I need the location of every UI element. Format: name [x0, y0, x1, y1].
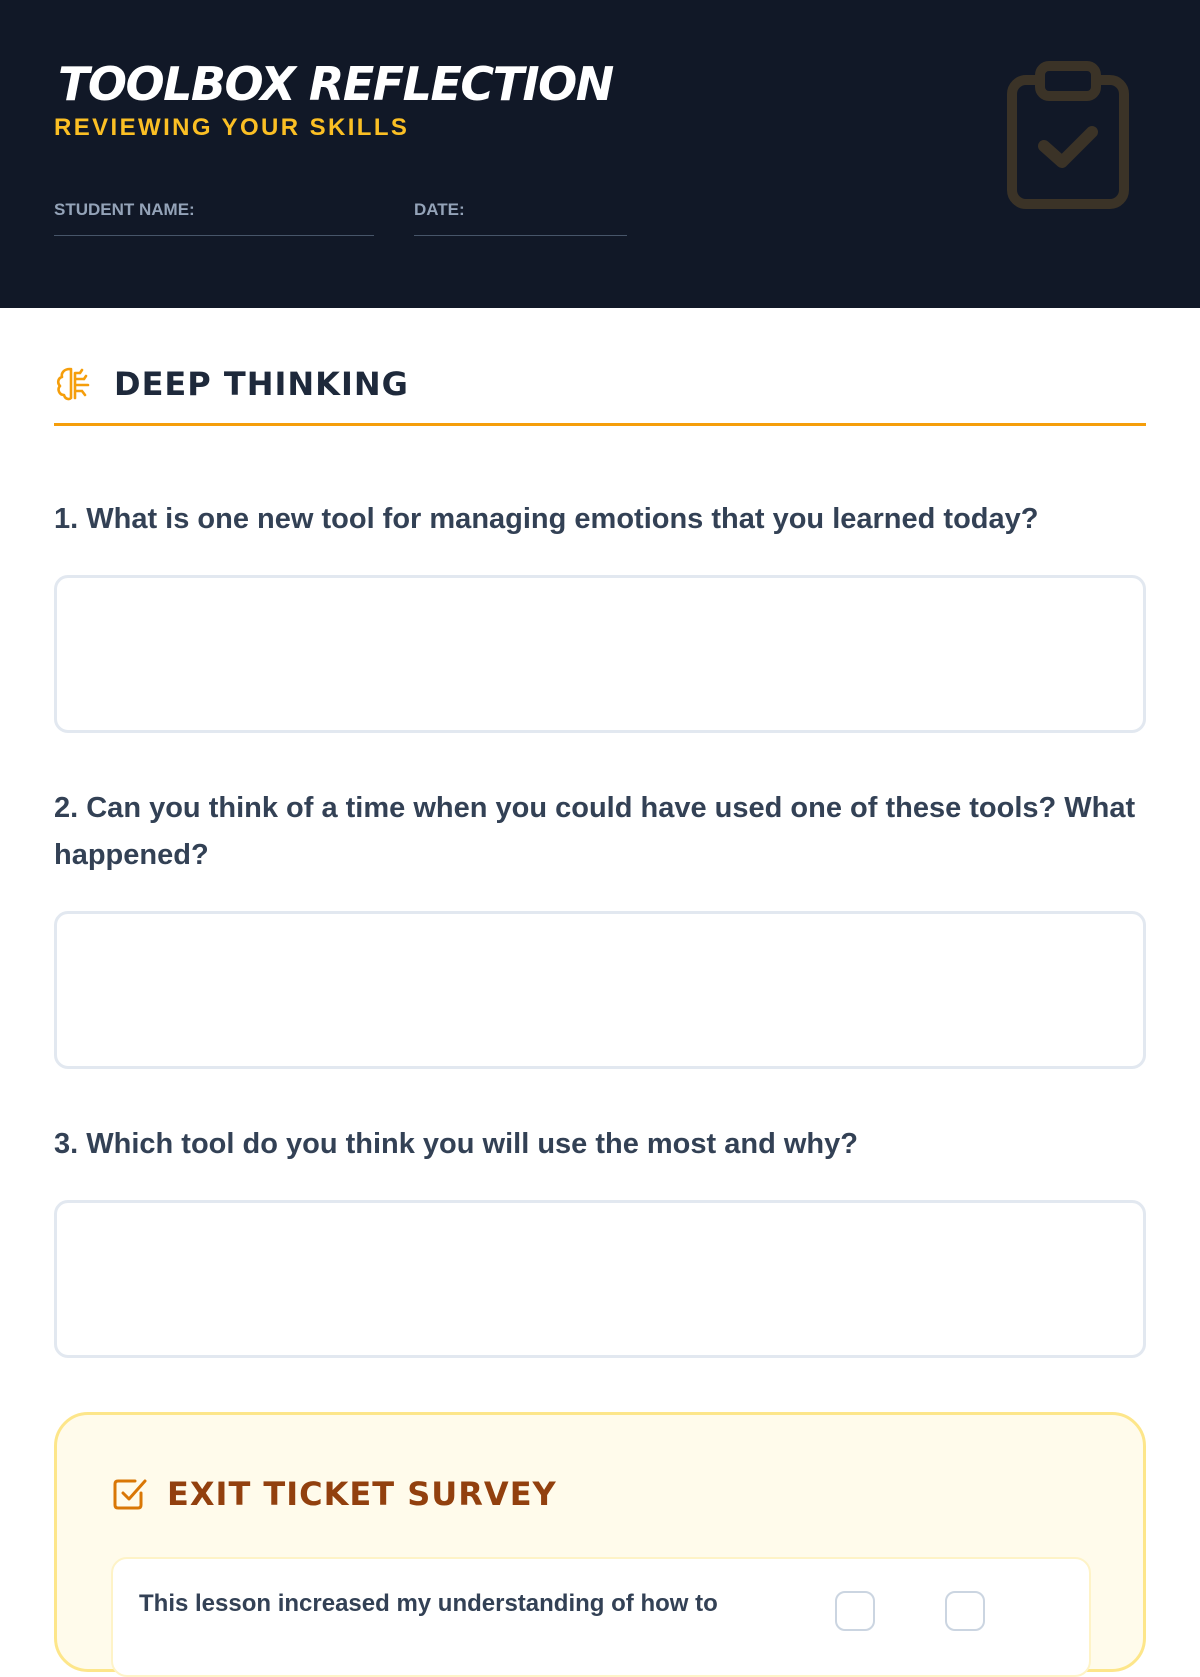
- answer-box-1[interactable]: [54, 575, 1146, 733]
- page-title: TOOLBOX REFLECTION: [58, 57, 613, 111]
- section-title: DEEP THINKING: [114, 364, 409, 403]
- brain-icon: [54, 365, 92, 403]
- survey-checkbox-2[interactable]: [945, 1591, 985, 1631]
- answer-box-2[interactable]: [54, 911, 1146, 1069]
- main-content: [0, 308, 1200, 1672]
- worksheet-header: [0, 0, 1200, 308]
- page-subtitle: REVIEWING YOUR SKILLS: [54, 114, 410, 141]
- exit-ticket-survey: [54, 1412, 1146, 1672]
- survey-item: [111, 1557, 1091, 1677]
- survey-options: [835, 1589, 1063, 1645]
- survey-statement: This lesson increased my understanding of how to: [139, 1590, 718, 1617]
- question-2: 2. Can you think of a time when you could have used one of these tools? What happened?: [54, 792, 1136, 871]
- student-name-field[interactable]: STUDENT NAME:: [54, 200, 374, 236]
- clipboard-check-icon: [1006, 60, 1130, 210]
- date-field[interactable]: DATE:: [414, 200, 627, 236]
- survey-header: [111, 1475, 1089, 1513]
- checkbox-icon: [111, 1475, 149, 1513]
- student-info-fields: [54, 200, 1146, 236]
- answer-box-3[interactable]: [54, 1200, 1146, 1358]
- question-3: 3. Which tool do you think you will use the most and why?: [54, 1128, 858, 1160]
- section-header: [54, 308, 1146, 426]
- survey-title: EXIT TICKET SURVEY: [167, 1475, 557, 1513]
- question-1: 1. What is one new tool for managing emotions that you learned today?: [54, 503, 1039, 535]
- survey-checkbox-1[interactable]: [835, 1591, 875, 1631]
